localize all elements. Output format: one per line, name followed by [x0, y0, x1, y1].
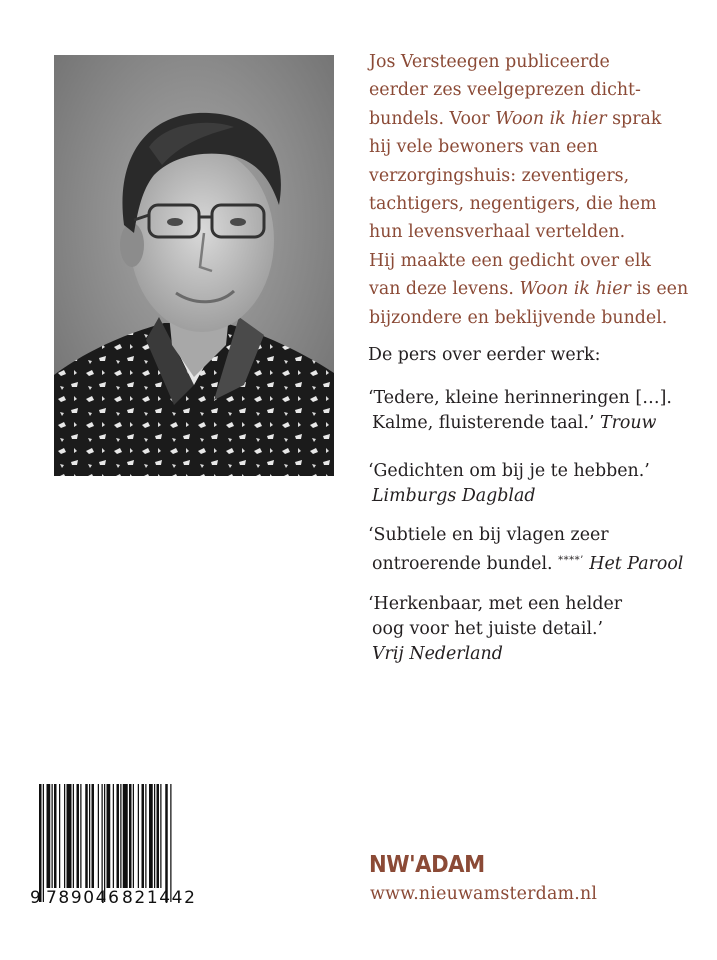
- blurb-line: Hij maakte een gedicht over elk: [369, 250, 651, 271]
- barcode-bar: [129, 784, 132, 888]
- quote-source: Limburgs Dagblad: [372, 486, 536, 506]
- rating-stars: ****’: [558, 555, 584, 566]
- barcode-bar: [170, 784, 171, 902]
- barcode-bar: [160, 784, 161, 888]
- barcode-bar: [113, 784, 114, 888]
- quote-source: Vrij Nederland: [372, 644, 503, 664]
- barcode-bar: [80, 784, 81, 888]
- press-heading: De pers over eerder werk:: [368, 345, 601, 365]
- barcode-bar: [120, 784, 121, 888]
- blurb-line: verzorgingshuis: zeventigers,: [369, 165, 630, 186]
- barcode-bar: [92, 784, 95, 888]
- blurb-line: tachtigers, negentigers, die hem: [369, 194, 657, 215]
- barcode-bar: [98, 784, 99, 888]
- barcode-bar: [117, 784, 120, 888]
- blurb-line: bijzondere en beklijvende bundel.: [369, 307, 668, 328]
- barcode-bar: [52, 784, 53, 888]
- barcode-bar: [154, 784, 155, 888]
- barcode-bar: [145, 784, 146, 888]
- barcode-bar: [85, 784, 88, 888]
- blurb-line: Jos Versteegen publiceerde: [369, 52, 610, 72]
- barcode-bar: [59, 784, 60, 888]
- barcode-bar: [157, 784, 160, 888]
- quote-source: Het Parool: [589, 554, 684, 574]
- barcode-bar: [133, 784, 134, 888]
- author-photo: [54, 55, 334, 476]
- press-quote: ‘Herkenbaar, met een helder oog voor het juiste detail.’ Vrij Nederland: [368, 592, 698, 667]
- quote-source: Trouw: [599, 413, 657, 433]
- barcode-bar: [89, 784, 90, 888]
- book-title: Woon ik hier: [495, 108, 607, 129]
- barcode-bar: [102, 784, 103, 902]
- barcode-bar: [142, 784, 145, 888]
- barcode-bar: [54, 784, 57, 888]
- blurb-line: hij vele bewoners van een: [369, 137, 598, 158]
- press-quote: ‘Subtiele en bij vlagen zeer ontroerende bundel. ****’ Het Parool: [368, 525, 684, 574]
- publisher-website[interactable]: www.nieuwamsterdam.nl: [370, 884, 598, 904]
- press-quote: ‘Gedichten om bij je te hebben.’ Limburgs Dagblad: [368, 459, 698, 509]
- barcode-bar: [73, 784, 74, 888]
- press-quote: ‘Tedere, kleine herinneringen […]. Kalme, fluisterende taal.’ Trouw: [368, 388, 672, 433]
- barcode-bar: [123, 784, 128, 888]
- author-portrait-photo: [54, 55, 334, 476]
- barcode-bar: [47, 784, 51, 888]
- barcode-bar: [39, 784, 42, 902]
- blurb-line: bundels. Voor Woon ik hier sprak: [369, 108, 662, 129]
- book-blurb: [369, 48, 699, 332]
- blurb-line: van deze levens. Woon ik hier is een: [369, 279, 689, 300]
- blurb-line: hun levensverhaal vertelden.: [369, 222, 626, 243]
- book-title: Woon ik hier: [519, 279, 631, 300]
- publisher-logo: NW'ADAM: [369, 852, 485, 878]
- barcode-bar: [138, 784, 139, 888]
- barcode-bar: [165, 784, 168, 902]
- blurb-line: eerder zes veelgeprezen dicht-: [369, 80, 641, 101]
- barcode-bar: [104, 784, 105, 902]
- barcode-bar: [149, 784, 153, 888]
- barcode-bar: [107, 784, 111, 888]
- barcode-bar: [64, 784, 65, 888]
- barcode-bar: [43, 784, 44, 902]
- barcode-bar: [77, 784, 80, 888]
- barcode-bar: [67, 784, 72, 888]
